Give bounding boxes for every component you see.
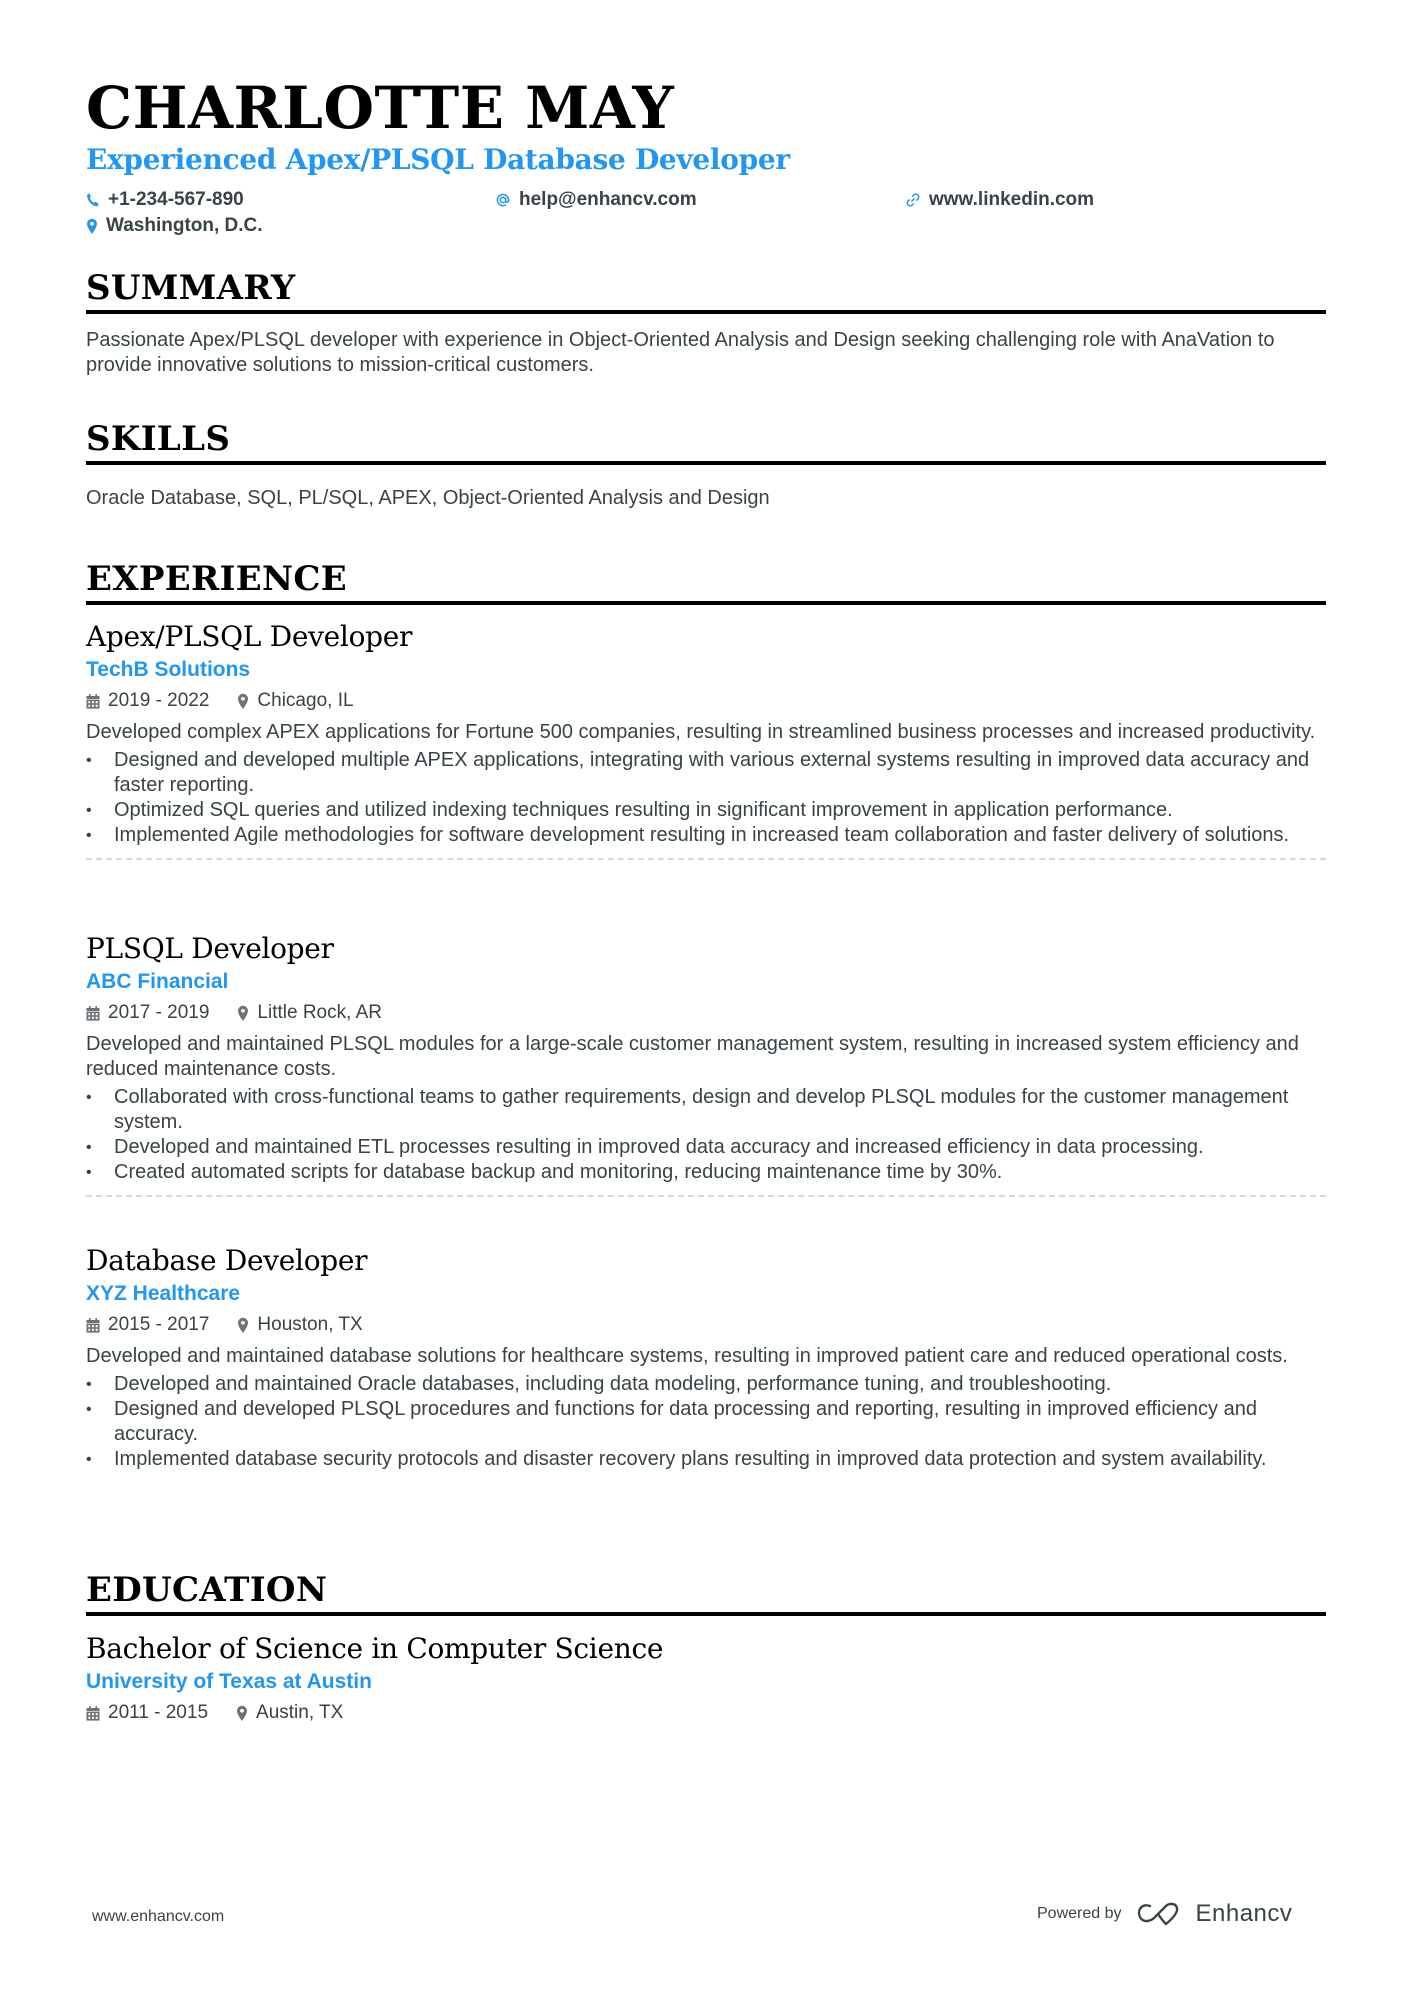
calendar-icon bbox=[86, 1706, 100, 1721]
company-name: ABC Financial bbox=[86, 970, 229, 993]
brand-name: Enhancv bbox=[1195, 1900, 1293, 1927]
section-title-skills: SKILLS bbox=[86, 419, 1326, 465]
summary-text: Passionate Apex/PLSQL developer with experience in Object-Oriented Analysis and Design seeking challenging role with AnaVation to provide innovative solutions to mission-critical customers. bbox=[86, 329, 1275, 376]
contact-email[interactable] bbox=[495, 188, 697, 212]
job-dates bbox=[86, 688, 209, 714]
education-meta bbox=[86, 1700, 1326, 1726]
job-bullets bbox=[86, 1085, 1326, 1185]
experience-entry bbox=[86, 932, 1326, 1197]
education-dates bbox=[86, 1700, 208, 1726]
job-title: PLSQL Developer bbox=[86, 932, 334, 965]
bullet-item: • Optimized SQL queries and utilized indexing techniques resulting in significant improvement in application performance. bbox=[86, 798, 1326, 823]
candidate-name: CHARLOTTE MAY bbox=[86, 74, 675, 142]
bullet-item: • Implemented Agile methodologies for software development resulting in increased team collaboration and faster delivery of solutions. bbox=[86, 823, 1326, 848]
contact-location bbox=[86, 214, 263, 238]
dates-value: 2017 - 2019 bbox=[108, 1002, 210, 1023]
calendar-icon bbox=[86, 694, 100, 709]
phone-icon bbox=[86, 192, 100, 208]
dates-value: 2015 - 2017 bbox=[108, 1314, 210, 1335]
job-location bbox=[237, 1312, 362, 1338]
job-description: Developed complex APEX applications for Fortune 500 companies, resulting in streamlined business processes and increased productivity. bbox=[86, 721, 1316, 743]
experience-entry bbox=[86, 620, 1326, 860]
linkedin-value: www.linkedin.com bbox=[929, 189, 1095, 210]
section-title-education: EDUCATION bbox=[86, 1570, 1326, 1616]
map-pin-icon bbox=[236, 1705, 248, 1722]
job-bullets bbox=[86, 1372, 1326, 1472]
location-value: Houston, TX bbox=[257, 1314, 363, 1335]
location-value: Austin, TX bbox=[256, 1702, 344, 1723]
location-value: Washington, D.C. bbox=[106, 215, 263, 236]
link-icon bbox=[905, 192, 921, 208]
job-dates bbox=[86, 1312, 209, 1338]
job-meta bbox=[86, 1000, 1326, 1026]
skills-text: Oracle Database, SQL, PL/SQL, APEX, Object-Oriented Analysis and Design bbox=[86, 487, 770, 509]
at-icon bbox=[495, 192, 511, 208]
contact-linkedin[interactable] bbox=[905, 188, 1094, 212]
job-title: Database Developer bbox=[86, 1244, 368, 1277]
phone-value: +1-234-567-890 bbox=[108, 189, 244, 210]
section-title-experience: EXPERIENCE bbox=[86, 559, 1326, 605]
location-value: Chicago, IL bbox=[257, 690, 354, 711]
company-name: TechB Solutions bbox=[86, 658, 251, 681]
bullet-item: • Developed and maintained ETL processes resulting in improved data accuracy and increased efficiency in data processing. bbox=[86, 1135, 1326, 1160]
company-name: XYZ Healthcare bbox=[86, 1282, 241, 1305]
enhancv-logo-icon bbox=[1136, 1901, 1182, 1927]
education-entry bbox=[86, 1632, 1326, 1726]
location-value: Little Rock, AR bbox=[257, 1002, 383, 1023]
map-pin-icon bbox=[237, 1317, 249, 1334]
job-location bbox=[237, 1000, 382, 1026]
job-meta bbox=[86, 688, 1326, 714]
powered-by-label: Powered by bbox=[1037, 1905, 1122, 1922]
section-title-summary: SUMMARY bbox=[86, 268, 1326, 314]
calendar-icon bbox=[86, 1006, 100, 1021]
dates-value: 2019 - 2022 bbox=[108, 690, 210, 711]
bullet-item: • Designed and developed PLSQL procedures and functions for data processing and reporting, resulting in improved efficiency and accuracy. bbox=[86, 1397, 1326, 1447]
entry-divider bbox=[86, 858, 1326, 860]
bullet-item: • Developed and maintained Oracle databases, including data modeling, performance tuning, and troubleshooting. bbox=[86, 1372, 1326, 1397]
job-location bbox=[237, 688, 353, 714]
calendar-icon bbox=[86, 1318, 100, 1333]
experience-entry bbox=[86, 1244, 1326, 1472]
job-bullets bbox=[86, 748, 1326, 848]
bullet-item: • Created automated scripts for database backup and monitoring, reducing maintenance time by 30%. bbox=[86, 1160, 1326, 1185]
bullet-item: • Designed and developed multiple APEX applications, integrating with various external systems resulting in improved data accuracy and faster reporting. bbox=[86, 748, 1326, 798]
email-value: help@enhancv.com bbox=[519, 189, 697, 210]
degree-title: Bachelor of Science in Computer Science bbox=[86, 1632, 664, 1665]
footer-branding[interactable] bbox=[1037, 1900, 1292, 1928]
map-pin-icon bbox=[237, 1005, 249, 1022]
candidate-headline: Experienced Apex/PLSQL Database Developer bbox=[86, 143, 790, 176]
footer-website-link[interactable]: www.enhancv.com bbox=[92, 1908, 225, 1925]
bullet-item: • Collaborated with cross-functional teams to gather requirements, design and develop PLSQL modules for the customer management system. bbox=[86, 1085, 1326, 1135]
contact-phone[interactable] bbox=[86, 188, 244, 212]
entry-divider bbox=[86, 1195, 1326, 1197]
map-pin-icon bbox=[86, 218, 98, 235]
education-location bbox=[236, 1700, 343, 1726]
job-description: Developed and maintained database solutions for healthcare systems, resulting in improved patient care and reduced operational costs. bbox=[86, 1345, 1288, 1367]
job-dates bbox=[86, 1000, 209, 1026]
job-title: Apex/PLSQL Developer bbox=[86, 620, 413, 653]
map-pin-icon bbox=[237, 693, 249, 710]
dates-value: 2011 - 2015 bbox=[108, 1702, 209, 1723]
job-meta bbox=[86, 1312, 1326, 1338]
job-description: Developed and maintained PLSQL modules for a large-scale customer management system, resulting in increased system efficiency and reduced maintenance costs. bbox=[86, 1033, 1299, 1080]
school-name: University of Texas at Austin bbox=[86, 1670, 372, 1693]
bullet-item: • Implemented database security protocols and disaster recovery plans resulting in improved data protection and system availability. bbox=[86, 1447, 1326, 1472]
